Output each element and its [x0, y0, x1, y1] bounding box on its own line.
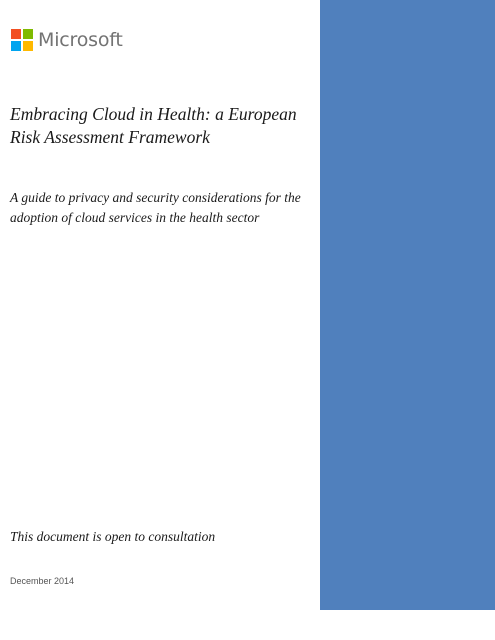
logo-square-green	[23, 29, 33, 39]
windows-logo-icon	[11, 29, 33, 51]
document-date: December 2014	[10, 576, 75, 586]
accent-panel	[320, 0, 495, 610]
microsoft-logo	[11, 28, 123, 52]
logo-wordmark: Microsoft	[38, 29, 123, 51]
logo-square-yellow	[23, 41, 33, 51]
document-title: Embracing Cloud in Health: a European Risk Assessment Framework	[10, 104, 297, 147]
document-subtitle: A guide to privacy and security considerations for the adoption of cloud services in the health sector	[10, 190, 301, 225]
consultation-note: This document is open to consultation	[10, 529, 216, 544]
logo-square-red	[11, 29, 21, 39]
logo-square-blue	[11, 41, 21, 51]
